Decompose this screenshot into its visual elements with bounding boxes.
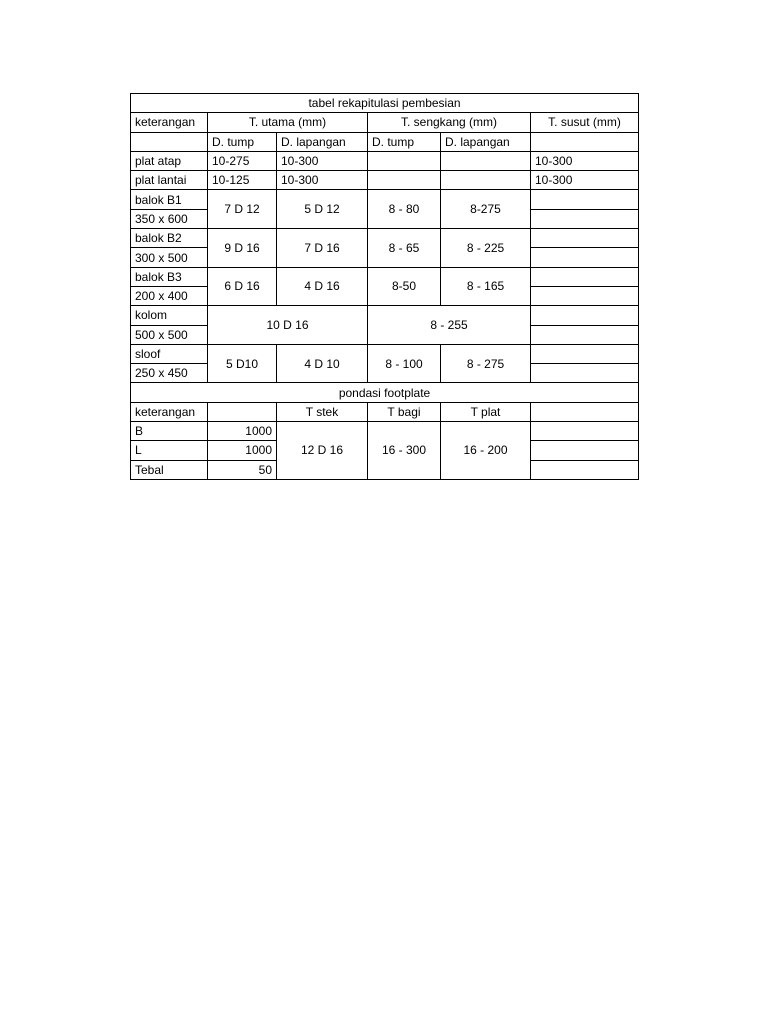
- cell-sengkang-lapangan: 8 - 225: [441, 229, 531, 268]
- table-row-plat-lantai: [131, 171, 639, 190]
- pondasi-title-row: [131, 383, 639, 402]
- table-row-pondasi-b: [131, 422, 639, 441]
- row-label: L: [131, 441, 208, 460]
- cell-empty: [531, 364, 639, 383]
- cell-utama-lapangan: 10-300: [277, 151, 368, 170]
- header-row: [131, 113, 639, 132]
- row-label: sloof: [131, 344, 208, 363]
- table-title: tabel rekapitulasi pembesian: [131, 94, 639, 113]
- cell-empty: [531, 344, 639, 363]
- table-row-kolom: [131, 306, 639, 325]
- header-t-susut: T. susut (mm): [531, 113, 639, 132]
- cell-susut: 10-300: [531, 151, 639, 170]
- header-t-utama: T. utama (mm): [208, 113, 368, 132]
- cell-utama-tump: 9 D 16: [208, 229, 277, 268]
- subheader-d-lapangan-sengkang: D. lapangan: [441, 132, 531, 151]
- table-row-plat-atap: [131, 151, 639, 170]
- cell-sengkang-tump: 8 - 100: [368, 344, 441, 383]
- cell-utama-tump: 7 D 12: [208, 190, 277, 229]
- cell-empty: [531, 229, 639, 248]
- cell-dimension-value: 1000: [208, 422, 277, 441]
- cell-utama-lapangan: 5 D 12: [277, 190, 368, 229]
- header-keterangan: keterangan: [131, 113, 208, 132]
- subheader-row: [131, 132, 639, 151]
- cell-sengkang-tump: 8 - 80: [368, 190, 441, 229]
- cell-dimension-value: 50: [208, 460, 277, 479]
- subheader-d-tump-sengkang: D. tump: [368, 132, 441, 151]
- cell-utama-lapangan: 4 D 16: [277, 267, 368, 306]
- cell-empty: [531, 441, 639, 460]
- row-label: balok B2: [131, 229, 208, 248]
- cell-t-stek: 12 D 16: [277, 422, 368, 480]
- row-size: 300 x 500: [131, 248, 208, 267]
- cell-empty: [531, 286, 639, 305]
- cell-utama-tump: 10-275: [208, 151, 277, 170]
- pondasi-header-keterangan: keterangan: [131, 402, 208, 421]
- cell-utama-lapangan: 10-300: [277, 171, 368, 190]
- cell-sengkang-tump: 8 - 65: [368, 229, 441, 268]
- cell-utama-lapangan: 7 D 16: [277, 229, 368, 268]
- cell-dimension-value: 1000: [208, 441, 277, 460]
- table-row-balok-b1: [131, 190, 639, 209]
- cell-sengkang-lapangan: 8 - 165: [441, 267, 531, 306]
- table-row-balok-b3: [131, 267, 639, 286]
- cell-sengkang-tump: 8-50: [368, 267, 441, 306]
- cell-utama-lapangan: 4 D 10: [277, 344, 368, 383]
- cell-empty: [531, 325, 639, 344]
- row-size: 250 x 450: [131, 364, 208, 383]
- subheader-susut-empty: [531, 132, 639, 151]
- cell-utama-merged: 10 D 16: [208, 306, 368, 345]
- row-size: 500 x 500: [131, 325, 208, 344]
- cell-empty: [531, 209, 639, 228]
- subheader-d-tump-utama: D. tump: [208, 132, 277, 151]
- row-label: B: [131, 422, 208, 441]
- row-size: 350 x 600: [131, 209, 208, 228]
- cell-empty: [208, 402, 277, 421]
- cell-empty: [531, 422, 639, 441]
- cell-empty: [368, 151, 441, 170]
- cell-utama-tump: 10-125: [208, 171, 277, 190]
- subheader-empty: [131, 132, 208, 151]
- subheader-d-lapangan-utama: D. lapangan: [277, 132, 368, 151]
- cell-empty: [531, 267, 639, 286]
- row-label: balok B3: [131, 267, 208, 286]
- row-label: plat lantai: [131, 171, 208, 190]
- pondasi-title: pondasi footplate: [131, 383, 639, 402]
- cell-sengkang-merged: 8 - 255: [368, 306, 531, 345]
- cell-empty: [531, 190, 639, 209]
- cell-sengkang-lapangan: 8 - 275: [441, 344, 531, 383]
- row-label: kolom: [131, 306, 208, 325]
- cell-sengkang-lapangan: 8-275: [441, 190, 531, 229]
- row-label: plat atap: [131, 151, 208, 170]
- cell-empty: [531, 306, 639, 325]
- row-label: balok B1: [131, 190, 208, 209]
- row-label: Tebal: [131, 460, 208, 479]
- cell-empty: [368, 171, 441, 190]
- table-row-sloof: [131, 344, 639, 363]
- cell-empty: [531, 402, 639, 421]
- pondasi-header-t-bagi: T bagi: [368, 402, 441, 421]
- cell-empty: [441, 171, 531, 190]
- header-t-sengkang: T. sengkang (mm): [368, 113, 531, 132]
- rebar-summary-table: [130, 93, 639, 480]
- cell-empty: [531, 460, 639, 479]
- cell-t-bagi: 16 - 300: [368, 422, 441, 480]
- pondasi-header-t-stek: T stek: [277, 402, 368, 421]
- cell-t-plat: 16 - 200: [441, 422, 531, 480]
- table-row-balok-b2: [131, 229, 639, 248]
- pondasi-header-row: [131, 402, 639, 421]
- cell-empty: [441, 151, 531, 170]
- cell-susut: 10-300: [531, 171, 639, 190]
- cell-utama-tump: 5 D10: [208, 344, 277, 383]
- pondasi-header-t-plat: T plat: [441, 402, 531, 421]
- cell-utama-tump: 6 D 16: [208, 267, 277, 306]
- cell-empty: [531, 248, 639, 267]
- row-size: 200 x 400: [131, 286, 208, 305]
- title-row: [131, 94, 639, 113]
